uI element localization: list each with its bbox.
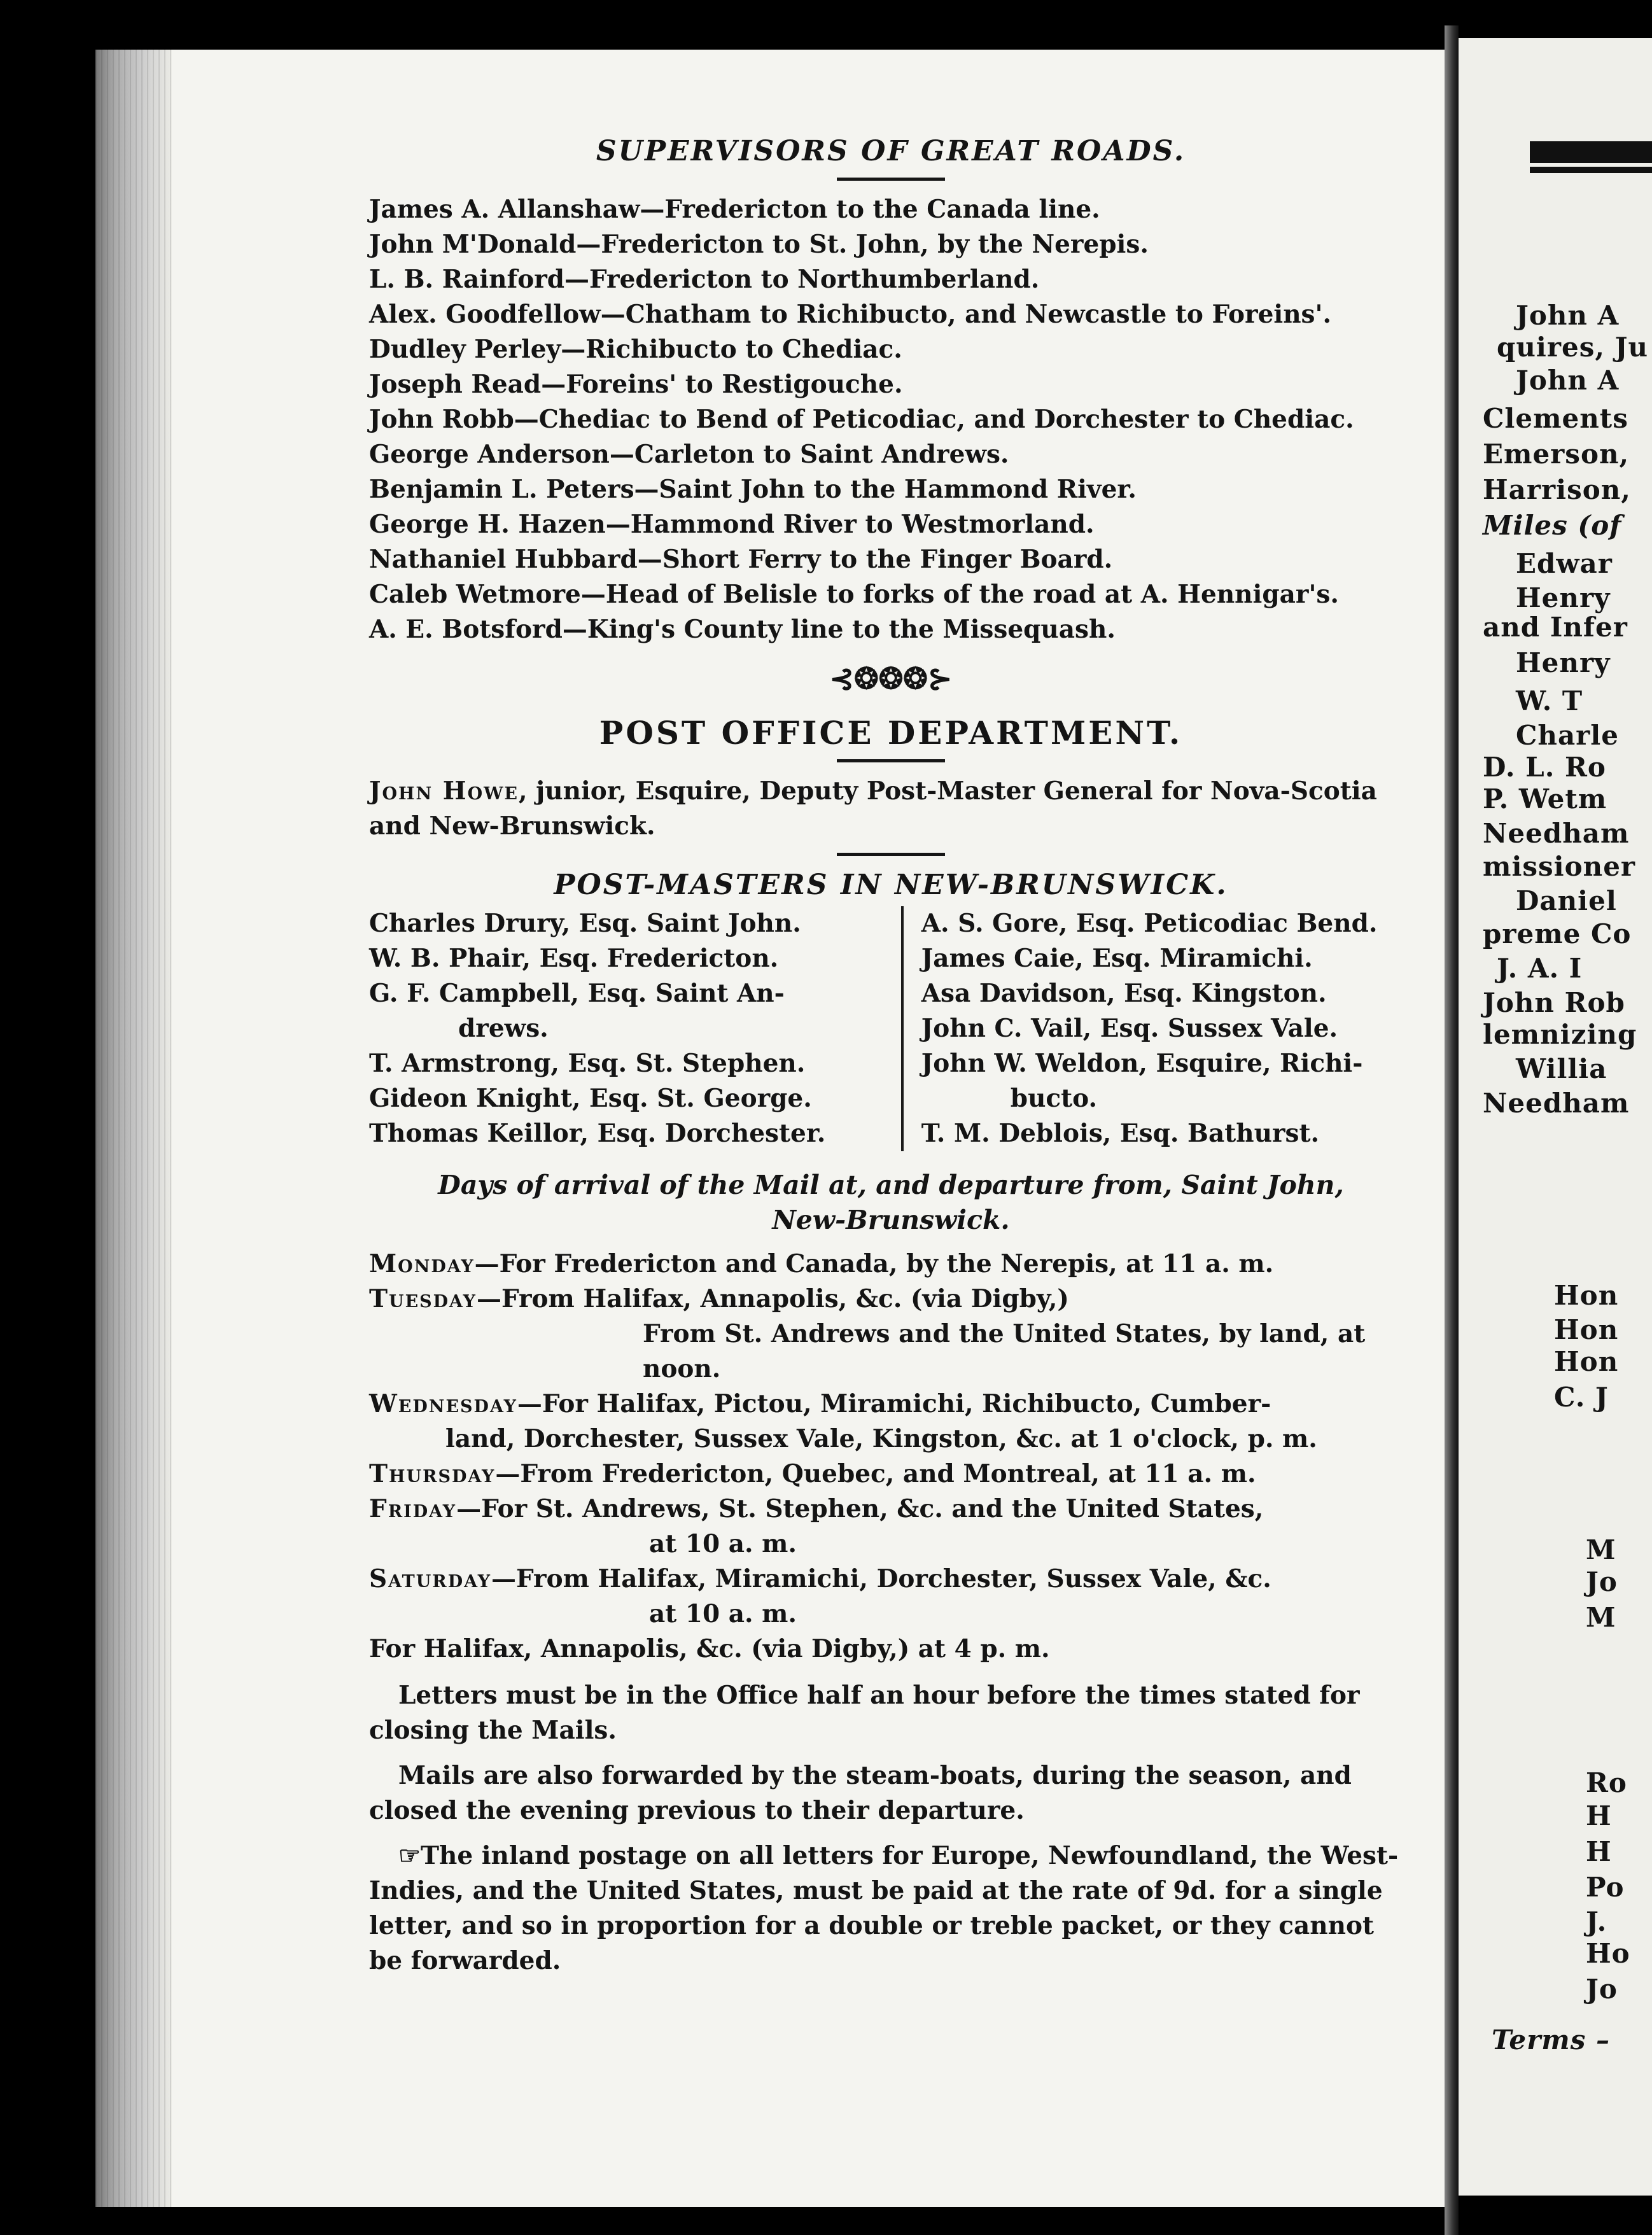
day-text: —For St. Andrews, St. Stephen, &c. and the United States, [456,1494,1264,1524]
postmaster-entry: T. Armstrong, Esq. St. Stephen. [369,1049,806,1078]
adjacent-page-text-fragment: Emerson, [1483,438,1630,470]
day-label: Tuesday [369,1284,477,1314]
adjacent-page-text-fragment: W. T [1516,685,1583,717]
postmasters-right-column [901,906,1413,1151]
supervisor-entry: George Anderson—Carleton to Saint Andrews. [369,440,1009,469]
adjacent-page-text-fragment: Clements [1483,403,1628,434]
adjacent-page-text-fragment: Ho [1586,1938,1630,1969]
mail-day-tuesday [369,1282,1413,1387]
supervisor-entry: A. E. Botsford—King's County line to the Missequash. [369,615,1116,644]
adjacent-page-text-fragment: H [1586,1836,1612,1867]
day-text-continuation: land, Dorchester, Sussex Vale, Kingston, &c. at 1 o'clock, p. m. [445,1424,1317,1454]
mail-day-monday [369,1247,1413,1282]
mail-schedule-heading [369,1168,1413,1238]
adjacent-page-text-fragment: Needham [1483,1088,1630,1119]
adjacent-page-fragment [1459,38,1652,2196]
supervisor-entry: Caleb Wetmore—Head of Belisle to forks of the road at A. Hennigar's. [369,580,1339,609]
postmasters-columns [369,906,1413,1151]
day-text: —From Fredericton, Quebec, and Montreal, at 11 a. m. [495,1459,1256,1489]
adjacent-page-text-fragment: John A [1516,365,1620,396]
adjacent-page-text-fragment: Harrison, [1483,474,1631,505]
adjacent-page-text-fragment: P. Wetm [1483,783,1607,815]
adjacent-page-text-fragment: John Rob [1483,987,1625,1018]
day-text: —For Halifax, Pictou, Miramichi, Richibucto, Cumber- [517,1389,1271,1419]
deputy-name: John Howe [369,776,519,806]
adjacent-page-text-fragment: missioner [1483,851,1636,882]
section-rule [837,178,945,181]
day-text-continuation: at 10 a. m. [649,1599,797,1629]
adjacent-page-text-fragment: M [1586,1602,1616,1633]
adjacent-page-text-fragment: D. L. Ro [1483,752,1606,783]
postmasters-left-column [369,906,901,1151]
adjacent-page-text-fragment: Henry [1516,647,1611,678]
post-office-heading: POST OFFICE DEPARTMENT. [599,714,1183,752]
adjacent-page-text-fragment: preme Co [1483,918,1632,949]
supervisor-entry: George H. Hazen—Hammond River to Westmorland. [369,510,1095,539]
postmaster-entry: Charles Drury, Esq. Saint John. [369,909,801,938]
postmaster-entry-continuation: drews. [458,1014,549,1043]
notice-paragraph: Letters must be in the Office half an hour before the times stated for closing the Mails. [369,1681,1360,1745]
mail-schedule [369,1247,1413,1667]
adjacent-page-text-fragment: C. J [1554,1382,1609,1413]
postmaster-entry: A. S. Gore, Esq. Peticodiac Bend. [921,909,1378,938]
postmaster-entry: John W. Weldon, Esquire, Richi- [921,1049,1363,1078]
adjacent-page-rule [1530,141,1652,167]
adjacent-page-text-fragment: H [1586,1800,1612,1832]
adjacent-page-text-fragment: Miles (of [1483,510,1622,541]
adjacent-page-text-fragment: Ro [1586,1767,1627,1798]
adjacent-page-text-fragment: Needham [1483,818,1630,849]
supervisor-entry: James A. Allanshaw—Fredericton to the Canada line. [369,195,1100,224]
adjacent-page-text-fragment: quires, Ju [1497,332,1649,363]
adjacent-page-text-fragment: lemnizing [1483,1019,1637,1050]
supervisor-entry: Dudley Perley—Richibucto to Chediac. [369,335,902,364]
adjacent-page-text-fragment: Jo [1586,1973,1618,2005]
supervisor-entry: Joseph Read—Foreins' to Restigouche. [369,370,903,399]
postmaster-entry: W. B. Phair, Esq. Fredericton. [369,944,779,973]
adjacent-page-text-fragment: J. [1586,1906,1607,1937]
postmaster-entry: Asa Davidson, Esq. Kingston. [921,979,1327,1008]
day-text: —From Halifax, Annapolis, &c. (via Digby,) [476,1284,1069,1314]
day-label: Thursday [369,1459,496,1489]
supervisors-heading: SUPERVISORS OF GREAT ROADS. [596,135,1186,167]
day-label: Saturday [369,1564,492,1594]
adjacent-page-text-fragment: and Infer [1483,612,1628,643]
section-rule [837,759,945,762]
section-rule [837,853,945,856]
notice-paragraph: ☞The inland postage on all letters for Europe, Newfoundland, the West-Indies, and the United States, must be paid at the rate of 9d. for a single letter, and so in proportion for a double or treble packet, or they cannot be forwarded. [369,1841,1399,1975]
postmaster-entry: James Caie, Esq. Miramichi. [921,944,1313,973]
mail-day-wednesday [369,1387,1413,1457]
adjacent-page-text-fragment: Edwar [1516,548,1613,579]
day-label: Monday [369,1249,475,1279]
supervisor-entry: Nathaniel Hubbard—Short Ferry to the Finger Board. [369,545,1113,574]
deputy-postmaster-paragraph [369,774,1413,844]
notice-paragraph: Mails are also forwarded by the steam-boats, during the season, and closed the evening previous to their departure. [369,1761,1352,1825]
adjacent-page-text-fragment: Hon [1554,1314,1619,1345]
adjacent-page-text-fragment: M [1586,1534,1616,1566]
mail-halifax-line: For Halifax, Annapolis, &c. (via Digby,) at 4 p. m. [369,1634,1050,1664]
day-label: Wednesday [369,1389,517,1419]
adjacent-page-text-fragment: Hon [1554,1346,1619,1377]
supervisor-entry: John Robb—Chediac to Bend of Peticodiac, and Dorchester to Chediac. [369,405,1354,434]
day-text-continuation: at 10 a. m. [649,1529,797,1559]
day-text-continuation: From St. Andrews and the United States, by land, at noon. [643,1319,1366,1384]
ornament-divider: ⊰❂❂❂⊱ [829,661,953,696]
deputy-text: , junior, Esquire, Deputy Post-Master General for Nova-Scotia and New-Brunswick. [369,776,1377,841]
postmaster-entry-continuation: bucto. [1010,1084,1098,1113]
page-gutter-edge [95,50,172,2207]
mail-day-friday [369,1492,1413,1562]
postmaster-entry: T. M. Deblois, Esq. Bathurst. [921,1119,1320,1148]
mail-heading-line: New-Brunswick. [772,1205,1010,1235]
postmaster-entry: Thomas Keillor, Esq. Dorchester. [369,1119,826,1148]
postmaster-entry: G. F. Campbell, Esq. Saint An- [369,979,785,1008]
mail-day-thursday [369,1457,1413,1492]
supervisors-list [369,192,1413,647]
supervisor-entry: Alex. Goodfellow—Chatham to Richibucto, and Newcastle to Foreins'. [369,300,1332,329]
mail-day-saturday [369,1562,1413,1632]
adjacent-page-text-fragment: Jo [1586,1566,1618,1597]
supervisor-entry: Benjamin L. Peters—Saint John to the Hammond River. [369,475,1137,504]
adjacent-page-text-fragment: Po [1586,1872,1625,1903]
adjacent-page-text-fragment: John A [1516,300,1620,331]
adjacent-page-text-fragment: Willia [1516,1053,1607,1084]
adjacent-page-text-fragment: J. A. I [1497,953,1583,984]
book-spine [1445,25,1459,2235]
mail-heading-line: Days of arrival of the Mail at, and departure from, Saint John, [438,1170,1344,1200]
adjacent-page-text-fragment: Terms – [1492,2024,1610,2056]
adjacent-page-text-fragment: Hon [1554,1280,1619,1311]
day-text: —From Halifax, Miramichi, Dorchester, Sussex Vale, &c. [491,1564,1271,1594]
postmasters-heading: POST-MASTERS IN NEW-BRUNSWICK. [554,869,1228,901]
adjacent-page-text-fragment: Charle [1516,720,1619,751]
supervisor-entry: John M'Donald—Fredericton to St. John, by the Nerepis. [369,230,1149,259]
adjacent-page-text-fragment: Henry [1516,582,1611,613]
adjacent-page-text-fragment: Daniel [1516,885,1617,916]
postmaster-entry: Gideon Knight, Esq. St. George. [369,1084,812,1113]
supervisor-entry: L. B. Rainford—Fredericton to Northumberland. [369,265,1040,294]
page-content [369,134,1413,1979]
postmaster-entry: John C. Vail, Esq. Sussex Vale. [921,1014,1338,1043]
day-label: Friday [369,1494,457,1524]
day-text: —For Fredericton and Canada, by the Nerepis, at 11 a. m. [474,1249,1274,1279]
